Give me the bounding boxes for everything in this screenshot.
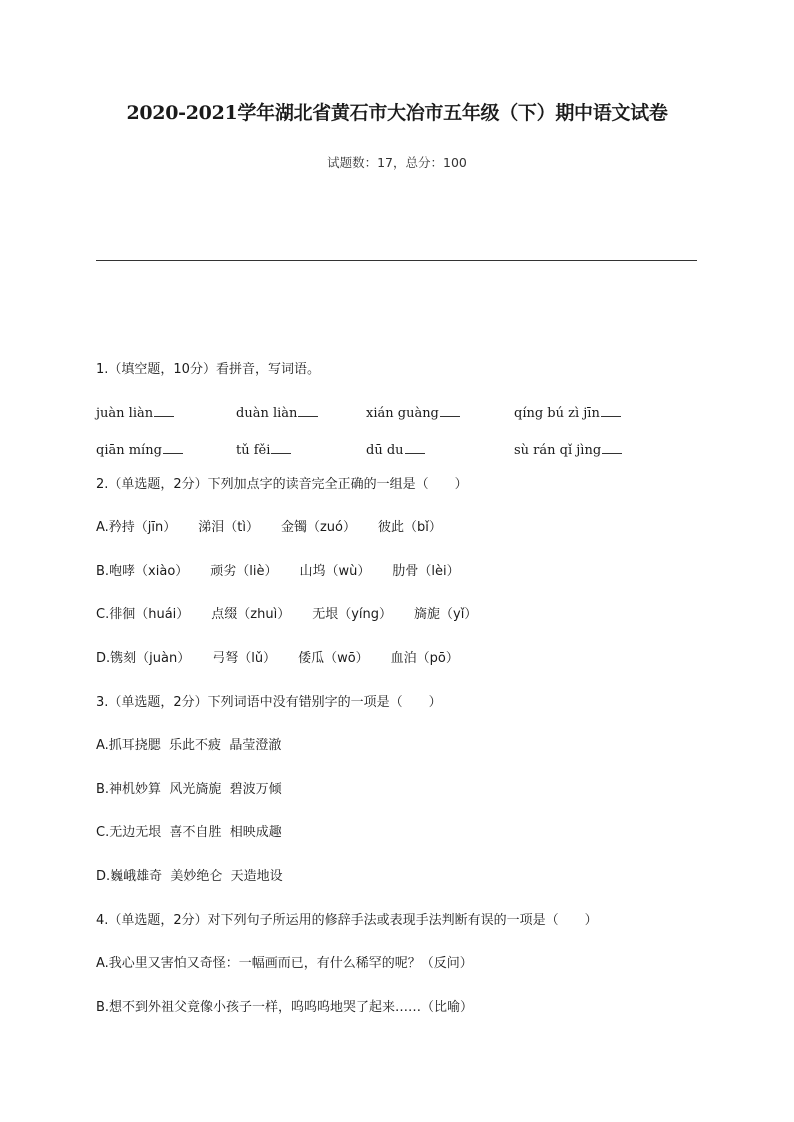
q3-option-c[interactable]: C.无边无垠 喜不自胜 相映成趣 [96, 825, 282, 840]
pinyin-item: qíng bú zì jīn [514, 404, 621, 423]
exam-title: 2020-2021学年湖北省黄石市大冶市五年级（下）期中语文试卷 [126, 102, 668, 124]
exam-subtitle: 试题数：17，总分：100 [327, 155, 467, 170]
answer-blank[interactable] [154, 404, 174, 417]
q1-stem: 1.（填空题，10分）看拼音，写词语。 [96, 362, 320, 377]
q3-option-d[interactable]: D.巍峨雄奇 美妙绝仑 天造地设 [96, 869, 283, 884]
pinyin-item: juàn liàn [96, 404, 174, 423]
q2-option-c[interactable]: C.徘徊（huái） 点缀（zhuì） 无垠（yíng） 旖旎（yǐ） [96, 607, 478, 622]
pinyin-item: sù rán qǐ jìng [514, 441, 622, 460]
pinyin-item: dū du [366, 441, 425, 460]
q4-option-b[interactable]: B.想不到外祖父竟像小孩子一样，呜呜呜地哭了起来……（比喻） [96, 1000, 474, 1015]
q2-stem: 2.（单选题，2分）下列加点字的读音完全正确的一组是（ ） [96, 477, 468, 492]
answer-blank[interactable] [163, 441, 183, 454]
answer-blank[interactable] [440, 404, 460, 417]
answer-blank[interactable] [601, 404, 621, 417]
answer-blank[interactable] [602, 441, 622, 454]
answer-blank[interactable] [405, 441, 425, 454]
q4-stem: 4.（单选题，2分）对下列句子所运用的修辞手法或表现手法判断有误的一项是（ ） [96, 913, 598, 928]
header-divider [96, 260, 697, 261]
pinyin-item: qiān míng [96, 441, 183, 460]
pinyin-item: duàn liàn [236, 404, 318, 423]
answer-blank[interactable] [271, 441, 291, 454]
q3-option-b[interactable]: B.神机妙算 风光旖旎 碧波万倾 [96, 782, 282, 797]
q2-option-b[interactable]: B.咆哮（xiào） 顽劣（liè） 山坞（wù） 肋骨（lèi） [96, 564, 460, 579]
answer-blank[interactable] [298, 404, 318, 417]
q2-option-d[interactable]: D.镌刻（juàn） 弓弩（lǔ） 倭瓜（wō） 血泊（pō） [96, 651, 459, 666]
pinyin-item: tǔ fěi [236, 441, 291, 460]
pinyin-item: xián guàng [366, 404, 460, 423]
q3-option-a[interactable]: A.抓耳挠腮 乐此不疲 晶莹澄澈 [96, 738, 282, 753]
q3-stem: 3.（单选题，2分）下列词语中没有错别字的一项是（ ） [96, 695, 442, 710]
q2-option-a[interactable]: A.矜持（jīn） 涕泪（tì） 金镯（zuó） 彼此（bǐ） [96, 520, 442, 535]
q4-option-a[interactable]: A.我心里又害怕又奇怪：一幅画而已，有什么稀罕的呢？（反问） [96, 956, 473, 971]
